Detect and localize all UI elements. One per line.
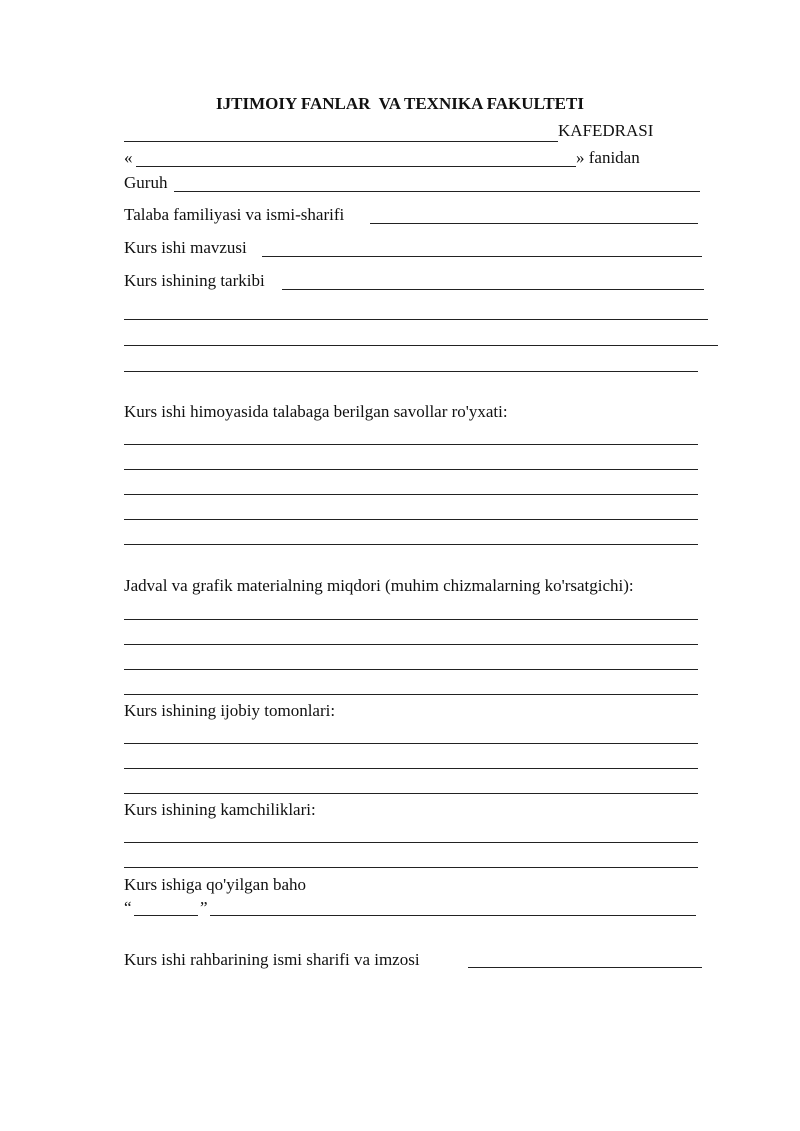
answer-line[interactable] (124, 867, 698, 868)
shortcomings-label: Kurs ishining kamchiliklari: (124, 800, 316, 819)
structure-line[interactable] (124, 345, 718, 346)
answer-line[interactable] (124, 444, 698, 445)
subject-blank[interactable] (136, 166, 576, 167)
faculty-title: IJTIMOIY FANLAR VA TEXNIKA FAKULTETI (216, 94, 584, 113)
answer-line[interactable] (124, 519, 698, 520)
answer-line[interactable] (124, 694, 698, 695)
supervisor-label: Kurs ishi rahbarining ismi sharifi va imzosi (124, 950, 420, 969)
answer-line[interactable] (124, 842, 698, 843)
positives-label: Kurs ishining ijobiy tomonlari: (124, 701, 336, 720)
answer-line[interactable] (124, 469, 698, 470)
answer-line[interactable] (124, 768, 698, 769)
group-blank[interactable] (174, 191, 700, 192)
student-name-blank[interactable] (370, 223, 698, 224)
structure-line[interactable] (124, 371, 698, 372)
subject-open-quote: « (124, 148, 133, 167)
structure-label: Kurs ishining tarkibi (124, 271, 265, 290)
answer-line[interactable] (124, 644, 698, 645)
grade-blank[interactable] (134, 915, 198, 916)
department-blank[interactable] (124, 141, 558, 142)
topic-blank[interactable] (262, 256, 702, 257)
grade-comment-blank[interactable] (210, 915, 696, 916)
grade-label: Kurs ishiga qo'yilgan baho (124, 875, 307, 894)
group-label: Guruh (124, 173, 168, 192)
answer-line[interactable] (124, 743, 698, 744)
defense-questions-label: Kurs ishi himoyasida talabaga berilgan savollar ro'yxati: (124, 402, 508, 421)
answer-line[interactable] (124, 669, 698, 670)
grade-quote-close: ” (200, 898, 208, 917)
department-label: KAFEDRASI (558, 121, 654, 140)
tables-graphics-label: Jadval va grafik materialning miqdori (muhim chizmalarning ko'rsatgichi): (124, 576, 634, 595)
grade-quote-open: “ (124, 898, 132, 917)
structure-line[interactable] (124, 319, 708, 320)
topic-label: Kurs ishi mavzusi (124, 238, 247, 257)
supervisor-signature-blank[interactable] (468, 967, 702, 968)
answer-line[interactable] (124, 793, 698, 794)
answer-line[interactable] (124, 494, 698, 495)
student-name-label: Talaba familiyasi va ismi-sharifi (124, 205, 345, 224)
structure-blank[interactable] (282, 289, 704, 290)
subject-suffix: » fanidan (576, 148, 640, 167)
answer-line[interactable] (124, 544, 698, 545)
answer-line[interactable] (124, 619, 698, 620)
